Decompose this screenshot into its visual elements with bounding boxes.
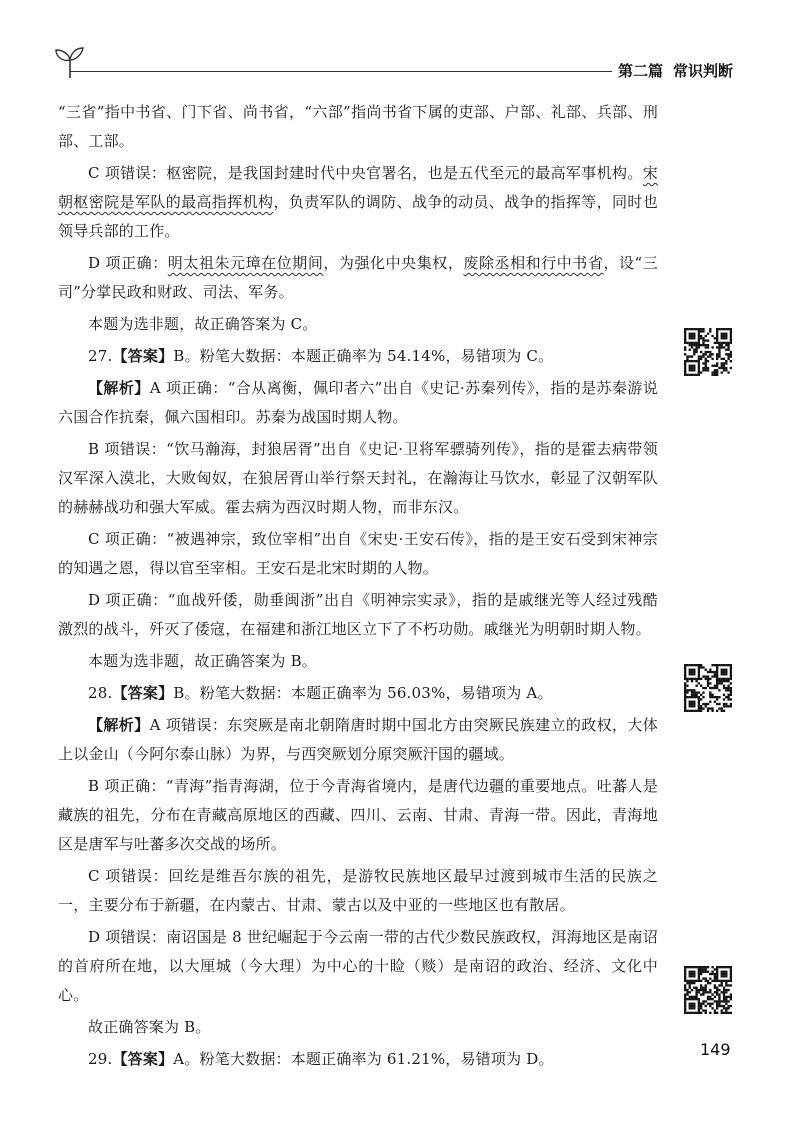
text-run: ，设“三司”分掌民政和财政、司法、军务。 — [58, 254, 658, 301]
answer-label: 【答案】 — [112, 347, 174, 365]
answer-label: 【解析】 — [88, 379, 150, 397]
paragraph — [58, 862, 658, 920]
page-number: 149 — [700, 1040, 731, 1059]
text-run: D 项正确：“血战歼倭，勋垂闽浙”出自《明神宗实录》，指的是戚继光等人经过残酷激烈的战斗，歼灭了倭寇，在福建和浙江地区立下了不朽功勋。戚继光为明朝时期人物。 — [58, 591, 658, 638]
paragraph — [58, 435, 658, 522]
text-run: A 项错误：东突厥是南北朝隋唐时期中国北方由突厥民族建立的政权，大体上以金山（今阿尔泰山脉）为界，与西突厥划分原突厥汗国的疆域。 — [58, 716, 658, 763]
text-run: ，负责军队的调防、战争的动员、战争的指挥等，同时也领导兵部的工作。 — [58, 193, 658, 240]
text-run: C 项错误：枢密院，是我国封建时代中央官署名，也是五代至元的最高军事机构。 — [88, 164, 643, 182]
paragraph — [58, 586, 658, 644]
text-run: B 项正确：“青海”指青海湖，位于今青海省境内，是唐代边疆的重要地点。吐蕃人是藏族的祖先，分布在青藏高原地区的西藏、四川、云南、甘肃、青海一带。因此，青海地区是唐军与吐蕃多次交战的场所。 — [58, 777, 658, 853]
qr-code-icon[interactable] — [684, 664, 732, 712]
paragraph — [58, 159, 658, 246]
answer-label: 【答案】 — [112, 1050, 174, 1068]
paragraph — [58, 374, 658, 432]
text-run: D 项错误：南诏国是 8 世纪崛起于今云南一带的古代少数民族政权，洱海地区是南诏的首府所在地，以大厘城（今大理）为中心的十睑（赕）是南诏的政治、经济、文化中心。 — [58, 928, 658, 1004]
paragraph — [58, 679, 658, 708]
paragraph — [58, 1045, 658, 1074]
paragraph — [58, 525, 658, 583]
paragraph — [58, 647, 658, 676]
emphasized-text: 废除丞相和行中书省 — [463, 254, 604, 272]
header-title — [612, 60, 733, 81]
text-run: B。粉笔大数据：本题正确率为 54.14%，易错项为 C。 — [173, 347, 554, 365]
emphasized-text: 明太祖朱元璋在位期间 — [167, 254, 324, 272]
answer-label: 【答案】 — [112, 684, 174, 702]
paragraph — [58, 1013, 658, 1042]
answer-label: 【解析】 — [88, 716, 150, 734]
paragraph — [58, 711, 658, 769]
paragraph — [58, 342, 658, 371]
paragraph — [58, 98, 658, 156]
emphasized-text: 宋朝枢密院是军队的最高指挥机构 — [58, 164, 658, 211]
text-run: A 项正确：“合从离衡，佩印者六”出自《史记·苏秦列传》，指的是苏秦游说六国合作抗秦，佩六国相印。苏秦为战国时期人物。 — [58, 379, 658, 426]
text-run: 29. — [88, 1050, 113, 1068]
text-run: B。粉笔大数据：本题正确率为 56.03%，易错项为 A。 — [173, 684, 553, 702]
text-run: 故正确答案为 B。 — [88, 1018, 211, 1036]
paragraph — [58, 249, 658, 307]
text-run: D 项正确： — [88, 254, 168, 272]
header-part: 第二篇 — [618, 62, 664, 80]
paragraph — [58, 772, 658, 859]
header-section: 常识判断 — [673, 62, 734, 80]
text-run: ，为强化中央集权， — [323, 254, 464, 272]
body-text — [58, 98, 658, 1077]
text-run: 本题为选非题，故正确答案为 B。 — [88, 652, 317, 670]
text-run: B 项错误：“饮马瀚海，封狼居胥”出自《史记·卫将军骠骑列传》，指的是霍去病带领汉军深入漠北，大败匈奴，在狼居胥山举行祭天封礼，在瀚海让马饮水，彰显了汉朝军队的赫赫战功和强大军威。霍去病为西汉时期人物，而非东汉。 — [58, 440, 658, 516]
text-run: 28. — [88, 684, 113, 702]
text-run: “三省”指中书省、门下省、尚书省，“六部”指尚书省下属的吏部、户部、礼部、兵部、刑部、工部。 — [58, 103, 658, 150]
qr-code-icon[interactable] — [684, 328, 732, 376]
qr-code-icon[interactable] — [684, 966, 732, 1014]
text-run: C 项正确：“被遇神宗，致位宰相”出自《宋史·王安石传》，指的是王安石受到宋神宗的知遇之恩，得以官至宰相。王安石是北宋时期的人物。 — [58, 530, 658, 577]
text-run: C 项错误：回纥是维吾尔族的祖先，是游牧民族地区最早过渡到城市生活的民族之一，主要分布于新疆，在内蒙古、甘肃、蒙古以及中亚的一些地区也有散居。 — [58, 867, 658, 914]
header-rule — [70, 71, 640, 72]
text-run: 27. — [88, 347, 113, 365]
text-run: A。粉笔大数据：本题正确率为 61.21%，易错项为 D。 — [173, 1050, 554, 1068]
text-run: 本题为选非题，故正确答案为 C。 — [88, 315, 318, 333]
sprout-icon — [50, 44, 90, 80]
paragraph — [58, 923, 658, 1010]
page-header — [40, 44, 760, 84]
paragraph — [58, 310, 658, 339]
